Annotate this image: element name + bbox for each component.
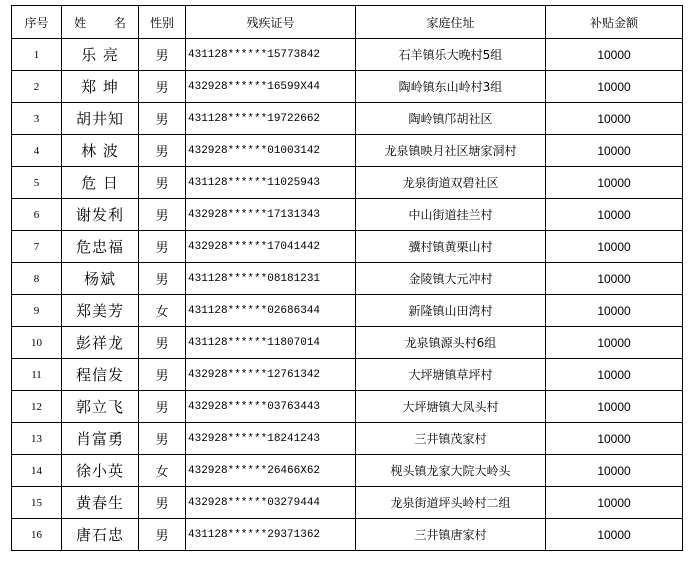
table-row — [12, 167, 683, 199]
table-row — [12, 327, 683, 359]
cell-address: 龙泉镇源头村6组 — [356, 327, 546, 359]
cell-cert: 432928******17131343 — [186, 199, 356, 231]
cell-amount: 10000 — [546, 487, 683, 519]
subsidy-table — [11, 5, 683, 551]
table-row — [12, 423, 683, 455]
header-no: 序号 — [12, 6, 62, 39]
cell-amount: 10000 — [546, 167, 683, 199]
cell-no: 2 — [12, 71, 62, 103]
cell-amount: 10000 — [546, 135, 683, 167]
cell-name: 郑美芳 — [62, 295, 139, 327]
cell-no: 8 — [12, 263, 62, 295]
cell-name: 郭立飞 — [62, 391, 139, 423]
cell-amount: 10000 — [546, 295, 683, 327]
cell-name: 乐 亮 — [62, 39, 139, 71]
table-row — [12, 135, 683, 167]
header-cert: 残疾证号 — [186, 6, 356, 39]
table-row — [12, 519, 683, 551]
table-row — [12, 487, 683, 519]
header-row — [12, 6, 683, 39]
cell-sex: 女 — [139, 455, 186, 487]
cell-sex: 男 — [139, 423, 186, 455]
cell-name: 危忠福 — [62, 231, 139, 263]
cell-amount: 10000 — [546, 231, 683, 263]
table-body — [12, 39, 683, 551]
cell-no: 6 — [12, 199, 62, 231]
cell-amount: 10000 — [546, 455, 683, 487]
cell-cert: 431128******08181231 — [186, 263, 356, 295]
cell-cert: 431128******15773842 — [186, 39, 356, 71]
cell-cert: 432928******03763443 — [186, 391, 356, 423]
cell-no: 13 — [12, 423, 62, 455]
cell-sex: 男 — [139, 135, 186, 167]
cell-no: 10 — [12, 327, 62, 359]
cell-address: 龙泉街道双碧社区 — [356, 167, 546, 199]
cell-no: 11 — [12, 359, 62, 391]
cell-no: 15 — [12, 487, 62, 519]
cell-address: 新隆镇山田湾村 — [356, 295, 546, 327]
cell-cert: 431128******19722662 — [186, 103, 356, 135]
cell-no: 12 — [12, 391, 62, 423]
cell-address: 石羊镇乐大晚村5组 — [356, 39, 546, 71]
cell-cert: 431128******02686344 — [186, 295, 356, 327]
cell-cert: 432928******26466X62 — [186, 455, 356, 487]
cell-name: 肖富勇 — [62, 423, 139, 455]
cell-address: 大坪塘镇大凤头村 — [356, 391, 546, 423]
cell-sex: 男 — [139, 487, 186, 519]
cell-amount: 10000 — [546, 423, 683, 455]
cell-name: 杨斌 — [62, 263, 139, 295]
cell-cert: 432928******01003142 — [186, 135, 356, 167]
cell-amount: 10000 — [546, 519, 683, 551]
cell-cert: 432928******17041442 — [186, 231, 356, 263]
cell-sex: 男 — [139, 359, 186, 391]
cell-cert: 432928******03279444 — [186, 487, 356, 519]
cell-sex: 男 — [139, 263, 186, 295]
cell-amount: 10000 — [546, 39, 683, 71]
cell-address: 枧头镇龙家大院大岭头 — [356, 455, 546, 487]
cell-address: 陶岭镇邝胡社区 — [356, 103, 546, 135]
cell-cert: 432928******12761342 — [186, 359, 356, 391]
cell-sex: 男 — [139, 199, 186, 231]
cell-sex: 女 — [139, 295, 186, 327]
table-row — [12, 263, 683, 295]
cell-sex: 男 — [139, 103, 186, 135]
cell-cert: 431128******11025943 — [186, 167, 356, 199]
cell-amount: 10000 — [546, 327, 683, 359]
cell-no: 14 — [12, 455, 62, 487]
cell-sex: 男 — [139, 167, 186, 199]
cell-name: 林 波 — [62, 135, 139, 167]
table-row — [12, 231, 683, 263]
cell-name: 郑 坤 — [62, 71, 139, 103]
cell-cert: 432928******18241243 — [186, 423, 356, 455]
table-row — [12, 359, 683, 391]
cell-amount: 10000 — [546, 103, 683, 135]
cell-name: 谢发利 — [62, 199, 139, 231]
cell-name: 彭祥龙 — [62, 327, 139, 359]
cell-no: 7 — [12, 231, 62, 263]
table-row — [12, 39, 683, 71]
cell-sex: 男 — [139, 519, 186, 551]
header-amount: 补贴金额 — [546, 6, 683, 39]
cell-address: 龙泉街道坪头岭村二组 — [356, 487, 546, 519]
cell-amount: 10000 — [546, 391, 683, 423]
cell-address: 龙泉镇映月社区塘家洞村 — [356, 135, 546, 167]
cell-name: 黄春生 — [62, 487, 139, 519]
cell-sex: 男 — [139, 71, 186, 103]
cell-no: 16 — [12, 519, 62, 551]
table-row — [12, 71, 683, 103]
cell-name: 程信发 — [62, 359, 139, 391]
cell-no: 5 — [12, 167, 62, 199]
cell-address: 陶岭镇东山岭村3组 — [356, 71, 546, 103]
header-name: 姓 名 — [62, 6, 139, 39]
cell-no: 1 — [12, 39, 62, 71]
header-address: 家庭住址 — [356, 6, 546, 39]
cell-address: 三井镇茂家村 — [356, 423, 546, 455]
cell-address: 金陵镇大元冲村 — [356, 263, 546, 295]
cell-address: 中山街道挂兰村 — [356, 199, 546, 231]
table-row — [12, 199, 683, 231]
cell-name: 危 日 — [62, 167, 139, 199]
cell-amount: 10000 — [546, 359, 683, 391]
cell-name: 徐小英 — [62, 455, 139, 487]
cell-no: 4 — [12, 135, 62, 167]
cell-sex: 男 — [139, 327, 186, 359]
cell-name: 唐石忠 — [62, 519, 139, 551]
cell-amount: 10000 — [546, 71, 683, 103]
cell-sex: 男 — [139, 391, 186, 423]
cell-name: 胡井知 — [62, 103, 139, 135]
cell-address: 骥村镇黄栗山村 — [356, 231, 546, 263]
cell-no: 9 — [12, 295, 62, 327]
cell-sex: 男 — [139, 231, 186, 263]
cell-cert: 431128******29371362 — [186, 519, 356, 551]
cell-cert: 432928******16599X44 — [186, 71, 356, 103]
cell-address: 大坪塘镇草坪村 — [356, 359, 546, 391]
cell-amount: 10000 — [546, 199, 683, 231]
table-row — [12, 391, 683, 423]
table-row — [12, 103, 683, 135]
header-sex: 性别 — [139, 6, 186, 39]
table-row — [12, 455, 683, 487]
cell-address: 三井镇唐家村 — [356, 519, 546, 551]
cell-amount: 10000 — [546, 263, 683, 295]
cell-no: 3 — [12, 103, 62, 135]
table-row — [12, 295, 683, 327]
cell-cert: 431128******11807014 — [186, 327, 356, 359]
cell-sex: 男 — [139, 39, 186, 71]
